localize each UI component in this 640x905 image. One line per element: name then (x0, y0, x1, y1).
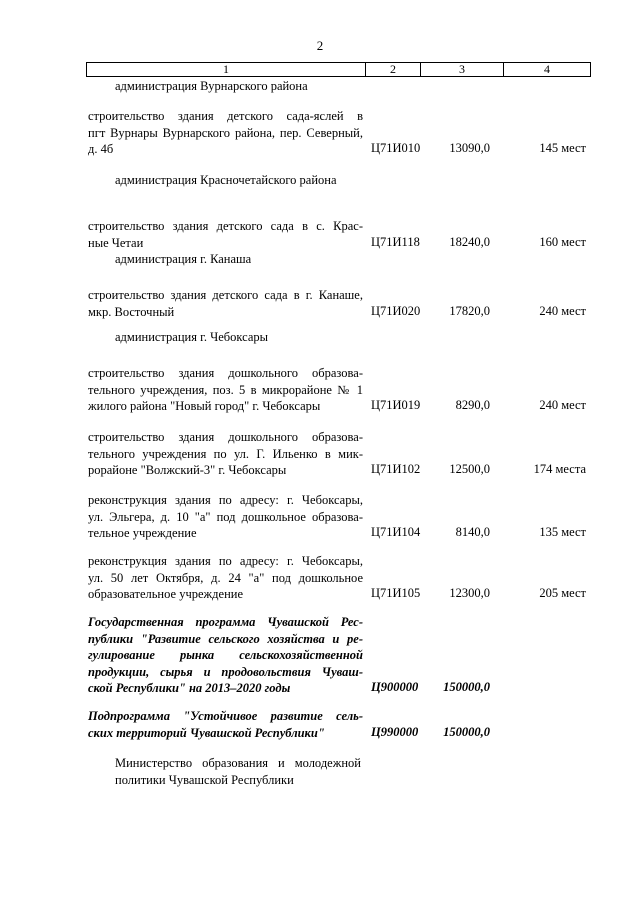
description-line: жилого района "Новый город" г. Чебоксары (88, 399, 321, 413)
header-col-4: 4 (544, 62, 550, 76)
row-description (88, 365, 363, 415)
description-line: Подпрограмма "Устойчивое развитие сель- (88, 709, 363, 723)
description-line: ской Республики" на 2013–2020 годы (88, 681, 291, 695)
description-line: мкр. Восточный (88, 304, 175, 319)
header-col-1: 1 (223, 62, 229, 76)
capacity: 135 мест (539, 525, 586, 539)
organization-name: администрация г. Канаша (115, 252, 252, 266)
amount: 17820,0 (449, 303, 490, 318)
description-line: политики Чувашской Республики (115, 772, 294, 787)
description-line: строительство здания детского сада в с. Крас- (88, 219, 363, 233)
row-description (88, 492, 363, 542)
description-line: тельного учреждения, поз. 5 в микрорайоне № 1 (88, 382, 363, 397)
description-line: тельного учреждения по ул. Г. Ильенко в мик- (88, 446, 363, 461)
description-line: гулирование рынка сельскохозяйственной (88, 648, 363, 662)
budget-code: Ц900000 (371, 680, 419, 694)
amount: 150000,0 (443, 680, 490, 694)
budget-code: Ц71И118 (371, 234, 420, 249)
description-line: строительство здания дошкольного образова- (88, 366, 363, 380)
amount: 150000,0 (443, 724, 490, 739)
organization-name: администрация Вурнарского района (115, 79, 308, 93)
capacity: 174 места (533, 462, 586, 476)
capacity: 205 мест (539, 586, 586, 600)
budget-code: Ц71И105 (371, 586, 421, 600)
organization-name: администрация г. Чебоксары (115, 330, 269, 344)
description-line: реконструкция здания по адресу: г. Чебоксары, (88, 493, 363, 507)
description-line: д. 4б (88, 142, 114, 156)
description-line: рорайоне "Волжский-3" г. Чебоксары (88, 463, 287, 477)
description-line: ул. Эльгера, д. 10 "а" под дошкольное образова- (88, 509, 363, 524)
description-line: реконструкция здания по адресу: г. Чебоксары, (88, 554, 363, 568)
capacity: 160 мест (539, 234, 586, 249)
description-line: Государственная программа Чувашской Рес- (88, 615, 363, 629)
row-description (88, 614, 363, 697)
row-description (88, 553, 363, 603)
row-description (88, 108, 363, 158)
description-line: строительство здания детского сада-яслей в (88, 109, 363, 123)
budget-code: Ц71И104 (371, 525, 421, 539)
amount: 12300,0 (449, 586, 490, 600)
row-description (88, 287, 363, 320)
description-line: пгт Вурнары Вурнарского района, пер. Северный, (88, 125, 363, 140)
row-description (115, 755, 361, 788)
description-line: строительство здания дошкольного образова- (88, 430, 363, 444)
budget-code: Ц71И102 (371, 462, 421, 476)
description-line: строительство здания детского сада в г. Канаше, (88, 288, 363, 302)
row-description (88, 708, 363, 741)
description-line: продукции, сырья и продовольствия Чуваш- (88, 664, 363, 679)
row-description (88, 218, 363, 251)
header-col-3: 3 (459, 62, 465, 76)
description-line: Министерство образования и молодежной (115, 756, 361, 770)
budget-code: Ц71И019 (371, 398, 421, 412)
capacity: 240 мест (539, 303, 586, 318)
description-line: ные Четаи (88, 235, 144, 250)
budget-code: Ц71И020 (371, 303, 421, 318)
capacity: 240 мест (539, 398, 586, 412)
capacity: 145 мест (539, 141, 586, 155)
table-header (86, 62, 591, 77)
description-line: ул. 50 лет Октября, д. 24 "а" под дошкольное (88, 570, 363, 585)
amount: 8290,0 (455, 398, 490, 412)
page-number: 2 (316, 38, 324, 53)
description-line: ских территорий Чувашской Республики" (88, 725, 325, 740)
amount: 12500,0 (449, 462, 490, 476)
row-description (88, 429, 363, 479)
description-line: тельное учреждение (88, 526, 197, 540)
amount: 8140,0 (455, 525, 490, 539)
amount: 13090,0 (449, 141, 490, 155)
description-line: образовательное учреждение (88, 587, 244, 601)
budget-code: Ц990000 (371, 724, 419, 739)
description-line: публики "Развитие сельского хозяйства и ре- (88, 631, 363, 646)
amount: 18240,0 (449, 234, 490, 249)
organization-name: администрация Красночетайского района (115, 173, 337, 187)
header-col-2: 2 (390, 62, 396, 76)
budget-code: Ц71И010 (371, 141, 421, 155)
